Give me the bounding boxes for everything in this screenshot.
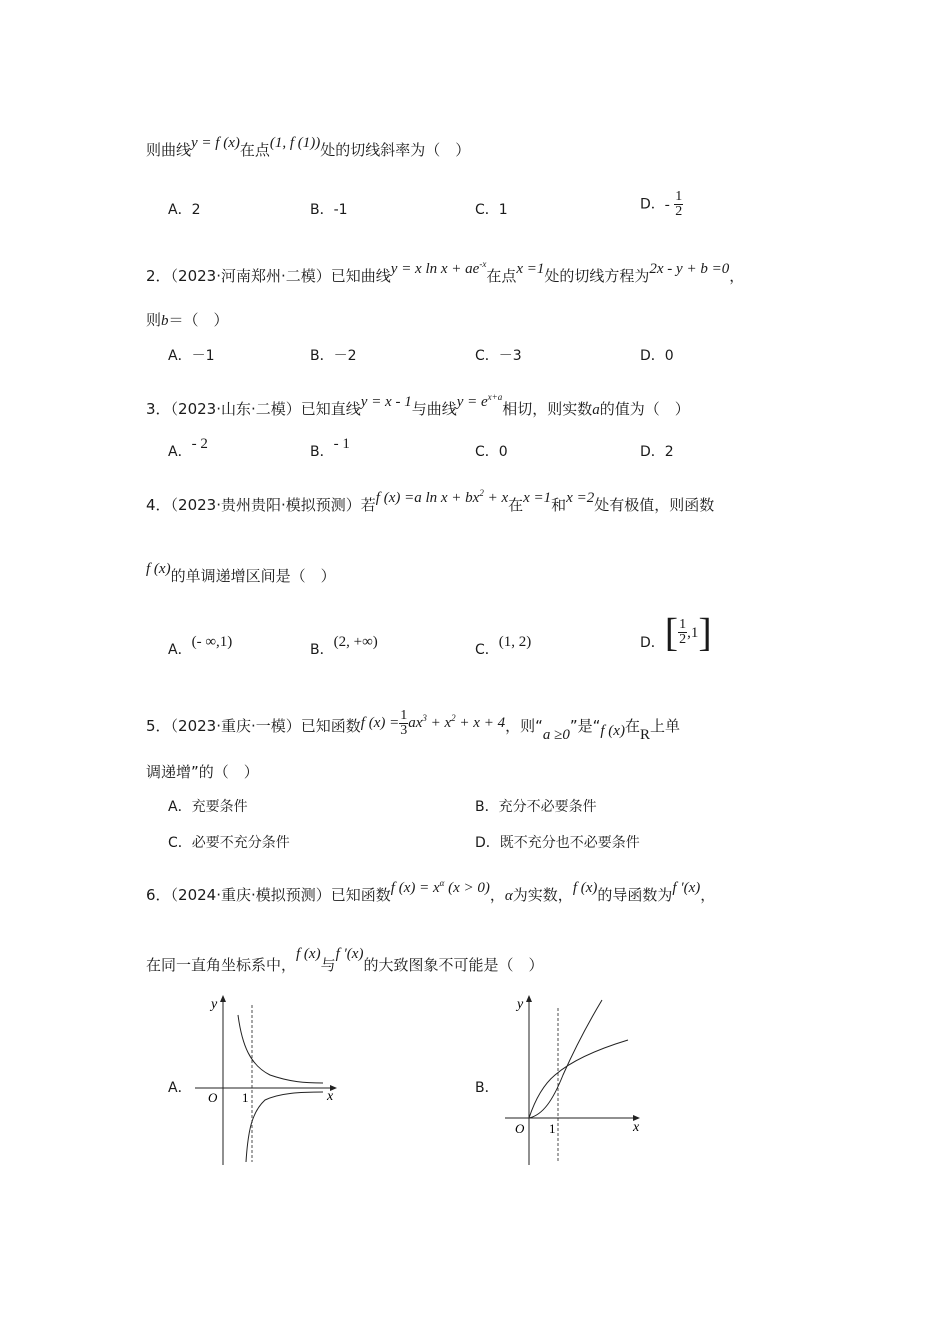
q4-option-c-label: C． bbox=[475, 642, 499, 658]
q6-text3: 为实数， bbox=[512, 886, 573, 904]
q5-source: （2023·重庆·一模） bbox=[170, 717, 301, 735]
q4-option-d-open-bracket: [ bbox=[664, 609, 679, 655]
q6-derivative-formula: f ′(x) bbox=[672, 880, 701, 896]
q4-option-d-fraction bbox=[678, 618, 687, 647]
q6-option-a-label[interactable]: A． bbox=[168, 1080, 192, 1096]
q4-option-d-num: 1 bbox=[679, 617, 687, 632]
q5-text2: ，则“ bbox=[505, 717, 543, 735]
graph-a-y-label: y bbox=[211, 997, 218, 1012]
q5-function-head: f (x) = bbox=[360, 715, 400, 731]
q4-option-a-value: (- ∞,1) bbox=[191, 634, 233, 650]
q1-option-d-label: D． bbox=[640, 196, 665, 213]
q3-text4: 的值为（ ） bbox=[599, 400, 690, 418]
q2-curve-main: y = x ln x + ae bbox=[390, 261, 480, 277]
q6-function-sup: α bbox=[439, 878, 445, 888]
q6-line2-fx: f (x) bbox=[296, 946, 321, 962]
q2-option-b[interactable]: B．－2 bbox=[310, 348, 357, 364]
q3-option-b-value: - 1 bbox=[333, 436, 350, 452]
q6-text1: 已知函数 bbox=[330, 886, 391, 904]
q2-point-formula: x =1 bbox=[516, 261, 545, 277]
graph-b-x-label: x bbox=[633, 1120, 640, 1135]
q3-curve-main: y = e bbox=[456, 394, 488, 410]
q2-curve-sup: -x bbox=[479, 259, 487, 269]
q2-curve-formula bbox=[391, 261, 487, 277]
q6-stem-line2 bbox=[146, 946, 544, 976]
q5-text1: 已知函数 bbox=[300, 717, 361, 735]
q5-function-rest: + x bbox=[426, 715, 452, 731]
q6-option-b-label[interactable]: B． bbox=[475, 1080, 499, 1096]
q3-stem bbox=[146, 392, 690, 420]
q2-stem bbox=[146, 259, 745, 287]
intro-curve-formula: y = f (x) bbox=[191, 135, 240, 151]
q6-fx-formula: f (x) bbox=[572, 880, 598, 896]
q4-option-d[interactable] bbox=[640, 609, 712, 655]
q5-stem bbox=[146, 708, 681, 743]
q4-text4: 处有极值，则函数 bbox=[594, 496, 715, 514]
q4-option-a[interactable] bbox=[168, 634, 233, 660]
q5-function-tail: ax bbox=[408, 715, 423, 731]
q3-option-b-label: B． bbox=[310, 444, 334, 460]
q4-function-sup: 2 bbox=[479, 488, 484, 498]
q3-text2: 与曲线 bbox=[411, 400, 457, 418]
q6-function-tail: (x > 0) bbox=[444, 880, 490, 896]
q6-text4: 的导函数为 bbox=[597, 886, 673, 904]
q4-source: （2023·贵州贵阳·模拟预测） bbox=[170, 496, 361, 514]
q2-option-c[interactable]: C．－3 bbox=[475, 348, 522, 364]
q4-option-d-tail: ,1 bbox=[687, 624, 699, 641]
q5-text5: 上单 bbox=[650, 717, 681, 735]
q4-text2: 在 bbox=[508, 496, 524, 514]
q5-real-set: R bbox=[639, 727, 650, 743]
q6-number: 6． bbox=[146, 886, 171, 904]
q4-function-tail: + x bbox=[483, 490, 509, 506]
q3-option-c[interactable]: C．0 bbox=[475, 444, 508, 460]
q3-option-a-value: - 2 bbox=[191, 436, 208, 452]
q5-function-den: 3 bbox=[400, 723, 408, 739]
q2-text1: 已知曲线 bbox=[330, 267, 391, 285]
q4-option-b-value: (2, +∞) bbox=[333, 634, 378, 650]
q4-option-b[interactable] bbox=[310, 634, 378, 660]
q3-text1: 已知直线 bbox=[300, 400, 361, 418]
intro-prefix: 则曲线 bbox=[146, 141, 192, 159]
q3-curve-sup: x+a bbox=[487, 392, 503, 402]
q4-function-formula bbox=[376, 490, 508, 506]
q2-option-d[interactable]: D．0 bbox=[640, 348, 674, 364]
q5-option-b[interactable]: B．充分不必要条件 bbox=[475, 799, 597, 815]
q4-option-a-label: A． bbox=[168, 642, 192, 658]
q3-option-b[interactable] bbox=[310, 436, 350, 462]
q6-text5: ， bbox=[700, 886, 716, 904]
q2-line2-suffix: ＝（ ） bbox=[168, 311, 229, 329]
q2-option-a[interactable]: A．－1 bbox=[168, 348, 215, 364]
q6-line2-text3: 的大致图象不可能是（ ） bbox=[363, 956, 544, 974]
q5-function-formula bbox=[360, 708, 506, 739]
q4-stem-line2 bbox=[146, 561, 336, 587]
q5-text3: ”是“ bbox=[569, 717, 601, 735]
q4-text1: 若 bbox=[360, 496, 376, 514]
intro-line bbox=[146, 135, 471, 161]
q4-function-main: f (x) =a ln x + bx bbox=[375, 490, 480, 506]
q2-source: （2023·河南郑州·二模） bbox=[170, 267, 331, 285]
q3-number: 3． bbox=[146, 400, 171, 418]
q1-option-d[interactable] bbox=[640, 190, 683, 219]
q5-function-end: + x + 4 bbox=[455, 715, 506, 731]
q4-option-b-label: B． bbox=[310, 642, 334, 658]
q6-line2-text2: 与 bbox=[320, 956, 336, 974]
q1-option-a[interactable]: A．2 bbox=[168, 202, 201, 218]
q5-condition-formula: a ≥0 bbox=[542, 727, 570, 743]
q6-graph-b bbox=[505, 990, 655, 1170]
q3-line-formula: y = x - 1 bbox=[360, 394, 412, 410]
graph-b-one-label: 1 bbox=[549, 1121, 556, 1136]
q4-number: 4． bbox=[146, 496, 171, 514]
q4-option-d-den: 2 bbox=[679, 632, 687, 647]
graph-b-origin-label: O bbox=[515, 1121, 525, 1136]
q6-line2-derivative: f ′(x) bbox=[335, 946, 364, 962]
q6-source: （2024·重庆·模拟预测） bbox=[170, 886, 331, 904]
q5-fx-formula: f (x) bbox=[600, 723, 625, 739]
q5-function-sup2: 2 bbox=[451, 713, 456, 723]
q6-stem bbox=[146, 878, 716, 906]
graph-a-origin-label: O bbox=[208, 1090, 218, 1105]
q4-x2-formula: x =2 bbox=[566, 490, 595, 506]
q1-option-d-den: 2 bbox=[675, 204, 683, 219]
q6-graph-a bbox=[190, 990, 350, 1170]
q3-option-d[interactable]: D．2 bbox=[640, 444, 674, 460]
graph-a-y-arrow bbox=[220, 995, 226, 1002]
q5-option-a[interactable]: A．充要条件 bbox=[168, 799, 248, 815]
q2-tangent-formula: 2x - y + b =0 bbox=[649, 261, 730, 277]
q4-line2-formula: f (x) bbox=[146, 561, 171, 577]
q5-stem-line2: 调递增”的（ ） bbox=[146, 763, 259, 781]
q5-function-num: 1 bbox=[400, 708, 408, 724]
q1-option-b[interactable]: B．-1 bbox=[310, 202, 348, 218]
graph-b-y-label: y bbox=[517, 997, 524, 1012]
q2-line2-prefix: 则 bbox=[146, 311, 162, 329]
q3-option-a-label: A． bbox=[168, 444, 192, 460]
q1-option-d-num: 1 bbox=[675, 189, 683, 204]
q5-option-c[interactable]: C．必要不充分条件 bbox=[168, 835, 290, 851]
intro-point-formula: (1, f (1)) bbox=[269, 135, 321, 151]
q3-text3: 相切，则实数 bbox=[502, 400, 593, 418]
q2-stem-line2 bbox=[146, 310, 229, 331]
q2-line2-var: b bbox=[161, 313, 169, 329]
q5-function-sup: 3 bbox=[422, 713, 427, 723]
q6-line2-text1: 在同一直角坐标系中， bbox=[146, 956, 297, 974]
q4-option-c-value: (1, 2) bbox=[498, 634, 532, 650]
q2-text4: ， bbox=[729, 267, 745, 285]
q1-option-c[interactable]: C．1 bbox=[475, 202, 508, 218]
graph-a-upper-curve bbox=[238, 1015, 323, 1083]
q5-function-fraction bbox=[399, 709, 408, 738]
graph-a-one-label: 1 bbox=[242, 1090, 249, 1105]
q3-option-a[interactable] bbox=[168, 436, 208, 462]
q4-line2-text: 的单调递增区间是（ ） bbox=[170, 567, 336, 585]
q6-function-main: f (x) = x bbox=[390, 880, 440, 896]
intro-suffix: 处的切线斜率为（ ） bbox=[320, 141, 471, 159]
q4-text3: 和 bbox=[551, 496, 567, 514]
q2-text3: 处的切线方程为 bbox=[544, 267, 650, 285]
q3-curve-formula bbox=[457, 394, 503, 410]
graph-b-gentle-curve bbox=[529, 1040, 628, 1118]
q4-option-c[interactable] bbox=[475, 634, 532, 660]
intro-mid: 在点 bbox=[239, 141, 270, 159]
q4-stem bbox=[146, 488, 715, 516]
q5-number: 5． bbox=[146, 717, 171, 735]
q6-text2: ， bbox=[489, 886, 505, 904]
q1-option-d-sign: - bbox=[664, 196, 670, 213]
q4-x1-formula: x =1 bbox=[523, 490, 552, 506]
q4-option-d-close-bracket: ] bbox=[698, 609, 712, 655]
q4-option-d-label: D． bbox=[640, 634, 665, 651]
graph-b-steep-curve bbox=[529, 1000, 602, 1118]
q3-var: a bbox=[592, 402, 600, 418]
q5-option-d[interactable]: D．既不充分也不必要条件 bbox=[475, 835, 640, 851]
q3-source: （2023·山东·二模） bbox=[170, 400, 301, 418]
q6-function-formula bbox=[391, 880, 490, 896]
graph-a-x-label: x bbox=[327, 1089, 334, 1104]
q6-alpha: α bbox=[504, 888, 513, 904]
graph-b-y-arrow bbox=[526, 995, 532, 1002]
graph-a-lower-curve bbox=[246, 1092, 323, 1162]
q1-option-d-fraction bbox=[674, 190, 683, 219]
q5-text4: 在 bbox=[624, 717, 640, 735]
q2-number: 2． bbox=[146, 267, 171, 285]
q2-text2: 在点 bbox=[486, 267, 517, 285]
